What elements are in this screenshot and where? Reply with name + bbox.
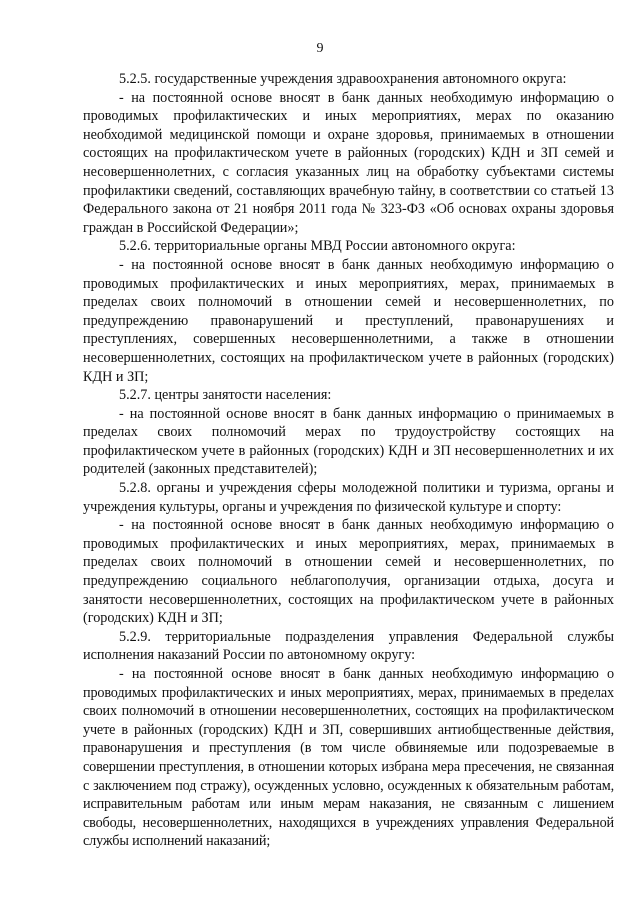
clause-5-2-6-heading: 5.2.6. территориальные органы МВД России автономного округа:	[119, 238, 516, 255]
clause-5-2-7-heading: 5.2.7. центры занятости населения:	[119, 387, 332, 404]
clause-5-2-8-item: - на постоянной основе вносят в банк данных необходимую информацию о проводимых профилактических и иных мероприятиях, мерах, принимаемых в пределах своих полномочий в отношении семей и несовершеннолетних, по предупреждению социального неблагополучия, организации отдыха, досуга и занятости несовершеннолетних, состоящих на профилактическом учете в районных (городских) КДН и ЗП;	[83, 517, 614, 627]
clause-5-2-5-item: - на постоянной основе вносят в банк данных необходимую информацию о проводимых профилактических и иных мероприятиях, мерах по оказанию необходимой медицинской помощи и охране здоровья, принимаемых в отношении состоящих на профилактическом учете в районных (городских) КДН и ЗП семей и несовершеннолетних, с согласия указанных лиц на обработку субъектами системы профилактики сведений, составляющих врачебную тайну, в соответствии со статьей 13 Федерального закона от 21 ноября 2011 года № 323-ФЗ «Об основах охраны здоровья граждан в Российской Федерации»;	[83, 89, 614, 236]
clause-5-2-8-heading: 5.2.8. органы и учреждения сферы молодежной политики и туризма, органы и учреждения культуры, органы и учреждения по физической культуре и спорту:	[83, 480, 614, 515]
clause-5-2-9-heading: 5.2.9. территориальные подразделения управления Федеральной службы исполнения наказаний России по автономному округу:	[83, 628, 614, 664]
clause-5-2-6-item: - на постоянной основе вносят в банк данных необходимую информацию о проводимых профилактических и иных мероприятиях, мерах, принимаемых в пределах своих полномочий в отношении семей и несовершеннолетних, по предупреждению правонарушений и преступлений, правонарушениях и преступлениях, совершенных несовершеннолетними, а также в отношении несовершеннолетних, состоящих на профилактическом учете в районных (городских) КДН и ЗП;	[83, 256, 614, 385]
clause-5-2-9-item: - на постоянной основе вносят в банк данных необходимую информацию о проводимых профилактических и иных мероприятиях, мерах, принимаемых в пределах своих полномочий в отношении несовершеннолетних, состоящих на профилактическом учете в районных (городских) КДН и ЗП, совершивших антиобщественные действия, правонарушения и преступления (в том числе обвиняемые или подозреваемые в совершении преступления, в отношении которых избрана мера пресечения, не связанная с заключением под стражу), осужденных условно, осужденных к обязательным работам, исправительным работам или иным мерам наказания, не связанным с лишением свободы, несовершеннолетних, находящихся в учреждениях управления Федеральной службы исполнений наказаний;	[83, 666, 614, 850]
page-number: 9	[316, 41, 324, 56]
document-body	[83, 70, 614, 851]
clause-5-2-5-heading: 5.2.5. государственные учреждения здравоохранения автономного округа:	[119, 71, 567, 87]
clause-5-2-7-item: - на постоянной основе вносят в банк данных информацию о принимаемых в пределах своих полномочий мерах по трудоустройству состоящих на профилактическом учете в районных (городских) КДН и ЗП несовершеннолетних и их родителей (законных представителей);	[83, 405, 614, 478]
